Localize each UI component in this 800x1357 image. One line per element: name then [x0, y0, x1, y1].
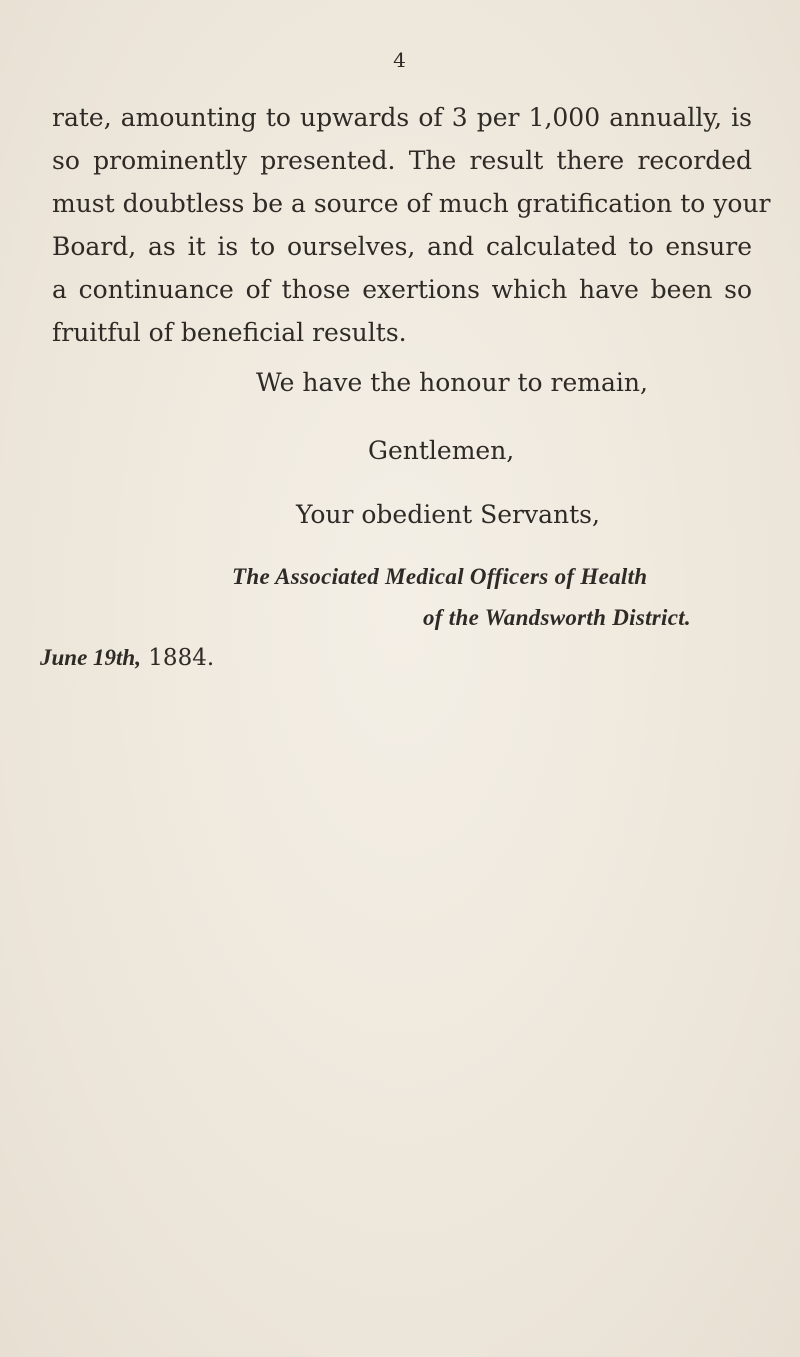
closing-remain: We have the honour to remain, [256, 368, 648, 397]
body-line: so prominently presented. The result there recorded [52, 146, 752, 175]
closing-salutation: Gentlemen, [368, 436, 515, 465]
body-line: Board, as it is to ourselves, and calculated to ensure [52, 232, 752, 261]
date-month-day: June 19th, [40, 645, 141, 670]
closing-servants: Your obedient Servants, [296, 500, 600, 529]
signature-line-2: of the Wandsworth District. [423, 605, 691, 630]
date-line [40, 645, 214, 671]
body-paragraph [52, 96, 771, 354]
signature-line-1: The Associated Medical Officers of Health [232, 564, 648, 589]
body-line: must doubtless be a source of much gratification to your [52, 189, 771, 218]
body-line: rate, amounting to upwards of 3 per 1,000 annually, is [52, 103, 752, 132]
body-line: a continuance of those exertions which have been so [52, 275, 752, 304]
body-line: fruitful of beneficial results. [52, 318, 407, 347]
page-number: 4 [393, 48, 407, 72]
date-year: 1884. [148, 645, 215, 671]
